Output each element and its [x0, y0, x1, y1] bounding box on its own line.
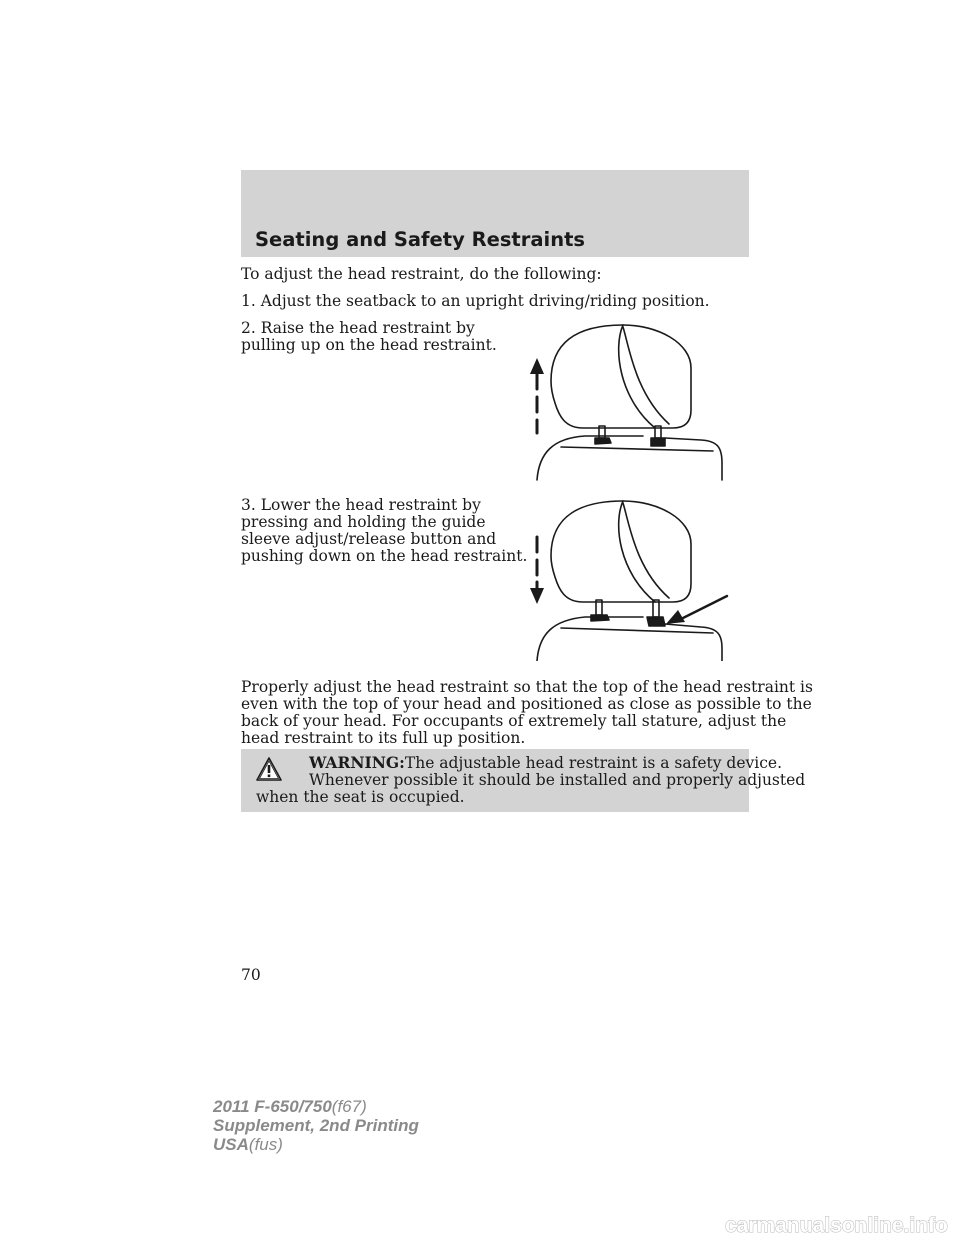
restraint-posts-icon — [591, 600, 665, 626]
section-header-band — [241, 170, 749, 257]
head-restraint-icon — [551, 501, 691, 602]
head-restraint-icon — [551, 325, 691, 428]
down-arrow-icon — [530, 537, 544, 604]
step-2-line: 2. Raise the head restraint by — [241, 319, 475, 337]
footer-market: USA — [213, 1135, 249, 1154]
document-footer — [213, 1097, 419, 1154]
adjust-line: head restraint to its full up position. — [241, 729, 526, 747]
warning-box — [241, 749, 806, 812]
seatback-icon — [537, 436, 722, 480]
step-3-line: 3. Lower the head restraint by — [241, 496, 481, 514]
adjust-line: Properly adjust the head restraint so that the top of the head restraint is — [241, 678, 813, 696]
watermark — [725, 1204, 960, 1242]
seatback-icon — [537, 617, 722, 661]
step-3-line: pressing and holding the guide — [241, 513, 486, 531]
step-3-line: sleeve adjust/release button and — [241, 530, 497, 548]
step-2-text — [241, 320, 511, 354]
warning-line-2: Whenever possible it should be installed and properly adjusted — [309, 771, 806, 789]
warning-text — [256, 753, 806, 806]
adjust-line: even with the top of your head and positioned as close as possible to the — [241, 695, 812, 713]
section-title: Seating and Safety Restraints — [255, 228, 586, 251]
raise-head-restraint-illustration — [523, 318, 738, 483]
step-3-line: pushing down on the head restraint. — [241, 547, 528, 565]
footer-model-code: (f67) — [331, 1097, 367, 1116]
up-arrow-icon — [530, 358, 544, 433]
lower-head-restraint-illustration — [523, 496, 738, 661]
step-1-text: 1. Adjust the seatback to an upright driving/riding position. — [241, 292, 710, 310]
adjust-instructions-text — [241, 678, 813, 747]
warning-label: WARNING: — [309, 753, 405, 772]
release-button-arrow-icon — [666, 596, 727, 624]
footer-market-code: (fus) — [248, 1135, 283, 1154]
page-number: 70 — [241, 966, 261, 984]
adjust-line: back of your head. For occupants of extremely tall stature, adjust the — [241, 712, 787, 730]
watermark-text: carmanualsonline.info — [725, 1214, 948, 1237]
warning-line-3: when the seat is occupied. — [256, 788, 465, 806]
footer-model: 2011 F-650/750 — [213, 1097, 332, 1116]
footer-printing: Supplement, 2nd Printing — [213, 1116, 419, 1135]
intro-text: To adjust the head restraint, do the following: — [241, 265, 602, 283]
step-2-line: pulling up on the head restraint. — [241, 336, 497, 354]
warning-line-1: The adjustable head restraint is a safety device. — [404, 754, 783, 772]
step-3-text — [241, 496, 528, 565]
